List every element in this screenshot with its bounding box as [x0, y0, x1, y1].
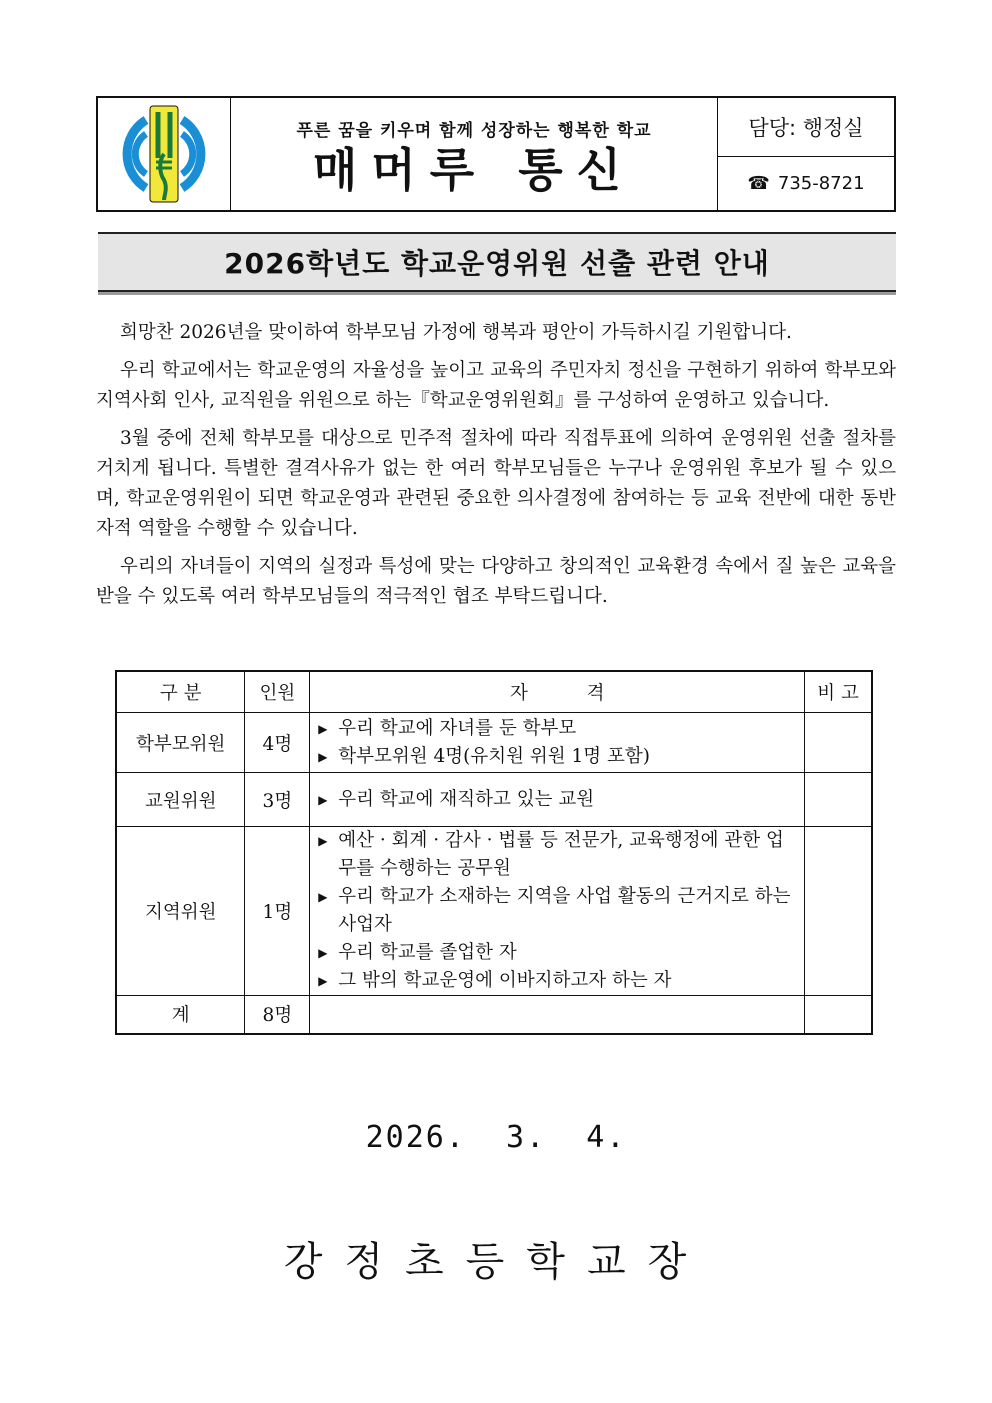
issue-date: 2026. 3. 4. [365, 1120, 627, 1155]
header-qualification: 자 격 [310, 671, 805, 713]
row-count: 4명 [245, 713, 310, 773]
school-slogan: 푸른 꿈을 키우며 함께 성장하는 행복한 학교 [296, 120, 652, 141]
header-count: 인원 [245, 671, 310, 713]
paragraph: 희망찬 2026년을 맞이하여 학부모님 가정에 행복과 평안이 가득하시길 기원합니다. [120, 322, 792, 343]
phone-number: 735-8721 [777, 173, 865, 194]
notice-title: 2026학년도 학교운영위원 선출 관련 안내 [224, 247, 770, 280]
table-row [116, 773, 872, 827]
school-emblem-icon [102, 102, 226, 206]
total-qualification-empty [310, 996, 805, 1034]
header-note: 비 고 [805, 671, 872, 713]
total-label: 계 [116, 996, 245, 1034]
phone-row [718, 157, 894, 210]
paragraph: 3월 중에 전체 학부모를 대상으로 민주적 절차에 따라 직접투표에 의하여 운영위원 선출 절차를 거치게 됩니다. 특별한 결격사유가 없는 한 여러 학부모님들은 누구나 운영위원 후보가 될 수 있으며, 학교운영위원이 되면 학교운영과 관련된 중요한 의사결정에 참여하는 등 교육 전반에 대한 동반자적 역할을 수행할 수 있습니다. [96, 428, 896, 539]
qualification-item: ▶ 예산 · 회계 · 감사 · 법률 등 전문가, 교육행정에 관한 업무를 수행하는 공무원 [316, 827, 798, 883]
paragraph: 우리 학교에서는 학교운영의 자율성을 높이고 교육의 주민자치 정신을 구현하기 위하여 학부모와 지역사회 인사, 교직원을 위원으로 하는『학교운영위원회』를 구성하여 운영하고 있습니다. [96, 360, 896, 411]
department-label: 담당: 행정실 [718, 98, 894, 157]
contact-info [718, 98, 894, 210]
table-total-row [116, 996, 872, 1034]
qualification-item: ▶ 학부모위원 4명(유치원 위원 1명 포함) [316, 743, 798, 771]
notice-body [96, 318, 896, 620]
paragraph: 우리의 자녀들이 지역의 실정과 특성에 맞는 다양하고 창의적인 교육환경 속에서 질 높은 교육을 받을 수 있도록 여러 학부모님들의 적극적인 협조 부탁드립니다. [96, 556, 896, 607]
qualification-item: ▶ 그 밖의 학교운영에 이바지하고자 하는 자 [316, 967, 798, 995]
total-count: 8명 [245, 996, 310, 1034]
row-category: 학부모위원 [116, 713, 245, 773]
principal-signature: 강정초등학교장 [283, 1239, 709, 1285]
table-row [116, 827, 872, 996]
row-note [805, 773, 872, 827]
newsletter-title: 매머루 통신 [312, 142, 636, 197]
row-category: 교원위원 [116, 773, 245, 827]
row-note [805, 827, 872, 996]
row-count: 1명 [245, 827, 310, 996]
row-qualifications [310, 773, 805, 827]
qualification-item: ▶ 우리 학교에 재직하고 있는 교원 [316, 786, 798, 814]
notice-title-bar [98, 232, 896, 292]
telephone-icon: ☎ [747, 173, 770, 194]
row-qualifications [310, 713, 805, 773]
table-header-row [116, 671, 872, 713]
header-category: 구 분 [116, 671, 245, 713]
row-count: 3명 [245, 773, 310, 827]
qualification-item: ▶ 우리 학교에 자녀를 둔 학부모 [316, 715, 798, 743]
newsletter-title-block [231, 98, 718, 210]
row-category: 지역위원 [116, 827, 245, 996]
qualification-item: ▶ 우리 학교가 소재하는 지역을 사업 활동의 근거지로 하는 사업자 [316, 883, 798, 939]
qualification-item: ▶ 우리 학교를 졸업한 자 [316, 939, 798, 967]
row-note [805, 713, 872, 773]
committee-table [115, 670, 873, 1035]
total-note-empty [805, 996, 872, 1034]
newsletter-header [96, 96, 896, 212]
school-logo [98, 98, 231, 210]
table-row [116, 713, 872, 773]
row-qualifications [310, 827, 805, 996]
